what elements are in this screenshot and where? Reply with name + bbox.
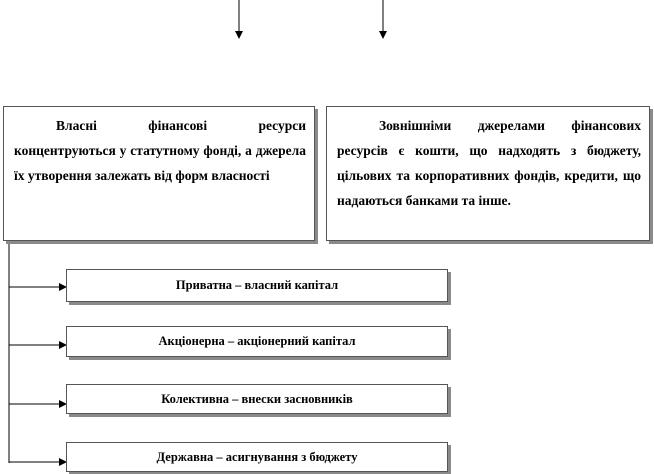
form-collective-box xyxy=(66,384,448,414)
form-state-box xyxy=(66,442,448,472)
form-state-label: Державна – асигнування з бюджету xyxy=(156,449,358,464)
form-joint-stock-box xyxy=(66,326,448,357)
external-sources-box xyxy=(326,106,650,241)
form-joint-stock-label: Акціонерна – акціонерний капітал xyxy=(158,334,356,348)
external-sources-text: Зовнішніми джерелами фінансових ресурсів є кошти, що надходять з бюджету, цільових та корпоративних фондів, кредити, що надаються банками та інше. xyxy=(337,118,641,208)
form-collective-label: Колективна – внески засновників xyxy=(161,391,353,406)
form-private-label: Приватна – власний капітал xyxy=(175,278,339,292)
own-resources-box xyxy=(3,106,315,241)
form-private-box xyxy=(66,269,448,302)
own-resources-text: Власні фінансові ресурси концентруються у статутному фонді, а джерела їх утворення залежать від форм власності xyxy=(14,118,306,183)
